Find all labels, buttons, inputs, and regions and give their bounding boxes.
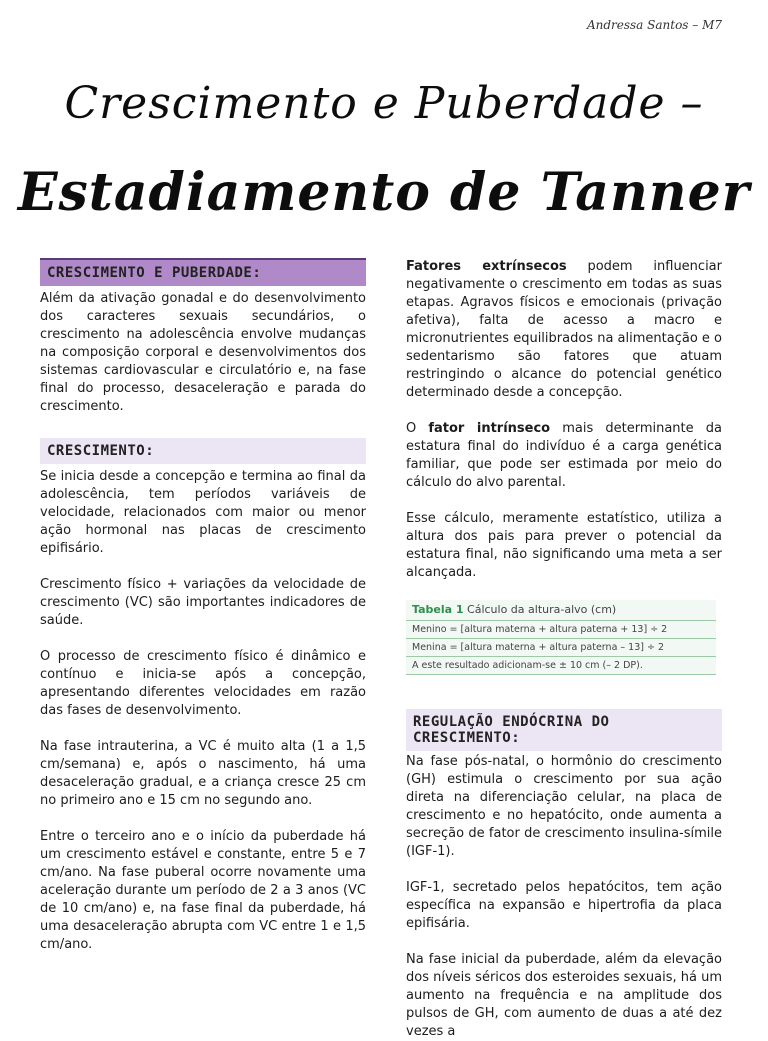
right-column <box>406 258 722 1041</box>
table-altura-alvo <box>406 600 716 675</box>
section-heading-regulacao-endocrina: REGULAÇÃO ENDÓCRINA DO CRESCIMENTO: <box>406 709 722 751</box>
paragraph: Na fase intrauterina, a VC é muito alta (1 a 1,5 cm/semana) e, após o nascimento, há uma desaceleração gradual, e a criança cresce 25 cm no primeiro ano e 15 cm no segundo ano. <box>40 739 366 808</box>
table-row: A este resultado adicionam-se ± 10 cm (– 2 DP). <box>406 657 716 675</box>
section-heading-crescimento: CRESCIMENTO: <box>40 438 366 464</box>
left-column <box>40 258 366 954</box>
table-caption-text: Cálculo da altura-alvo (cm) <box>467 603 617 616</box>
paragraph-text: O <box>406 421 429 436</box>
title-line-1: Crescimento e Puberdade – <box>64 78 704 129</box>
paragraph: Se inicia desde a concepção e termina ao final da adolescência, tem períodos variáveis de velocidade, relacionados com maior ou menor ação hormonal nas placas de crescimento epifisário. <box>40 469 366 556</box>
paragraph: Além da ativação gonadal e do desenvolvimento dos caracteres sexuais secundários, o crescimento na adolescência envolve mudanças na composição corporal e desenvolvimentos dos sistemas cardiovascular e circulatório e, na fase final do processo, desaceleração e parada do crescimento. <box>40 291 366 414</box>
paragraph-fator-intrinseco <box>406 420 722 492</box>
paragraph: Na fase inicial da puberdade, além da elevação dos níveis séricos dos esteroides sexuais, há um aumento na frequência e na amplitude dos pulsos de GH, com aumento de duas a até dez vezes a <box>406 952 722 1039</box>
bold-term: fator intrínseco <box>428 421 551 436</box>
author-name: Andressa Santos – M7 <box>586 18 722 32</box>
paragraph: Entre o terceiro ano e o início da puberdade há um crescimento estável e constante, entre 5 e 7 cm/ano. Na fase puberal ocorre novamente uma aceleração durante um período de 2 a 3 anos (VC de 10 cm/ano) e, na fase final da puberdade, há uma desaceleração abrupta com VC entre 1 e 1,5 cm/ano. <box>40 829 366 952</box>
paragraph: IGF-1, secretado pelos hepatócitos, tem ação específica na expansão e hipertrofia da placa epifisária. <box>406 880 722 931</box>
paragraph: Na fase pós-natal, o hormônio do crescimento (GH) estimula o crescimento por sua ação direta na diferenciação celular, na placa de crescimento e no hepatócito, onde aumenta a secreção de fator de crescimento insulina-símile (IGF-1). <box>406 754 722 859</box>
paragraph-fatores-extrinsecos <box>406 258 722 402</box>
paragraph: Esse cálculo, meramente estatístico, utiliza a altura dos pais para prever o potencial da estatura final, não significando uma meta a ser alcançada. <box>406 511 722 580</box>
title-line-2: Estadiamento de Tanner <box>17 162 751 223</box>
paragraph: Crescimento físico + variações da velocidade de crescimento (VC) são importantes indicadores de saúde. <box>40 577 366 628</box>
paragraph: O processo de crescimento físico é dinâmico e contínuo e inicia-se após a concepção, apresentando diferentes velocidades em razão das fases de desenvolvimento. <box>40 649 366 718</box>
table-caption <box>406 600 716 621</box>
paragraph-text: podem influenciar negativamente o crescimento em todas as suas etapas. Agravos físicos e emocionais (privação afetiva), falta de acesso a macro e micronutrientes equilibrados na alimentação e o sedentarismo são fatores que atuam restringindo o alcance do potencial genético determinado desde a concepção. <box>406 259 722 400</box>
paragraph-text: mais determinante da estatura final do indivíduo é a carga genética familiar, que pode ser estimada por meio do cálculo do alvo parental. <box>406 421 722 490</box>
table-row: Menino = [altura materna + altura paterna + 13] ÷ 2 <box>406 621 716 639</box>
section-heading-crescimento-puberdade: CRESCIMENTO E PUBERDADE: <box>40 258 366 286</box>
table-row: Menina = [altura materna + altura paterna – 13] ÷ 2 <box>406 639 716 657</box>
bold-term: Fatores extrínsecos <box>406 259 567 274</box>
table-label: Tabela 1 <box>412 603 464 616</box>
